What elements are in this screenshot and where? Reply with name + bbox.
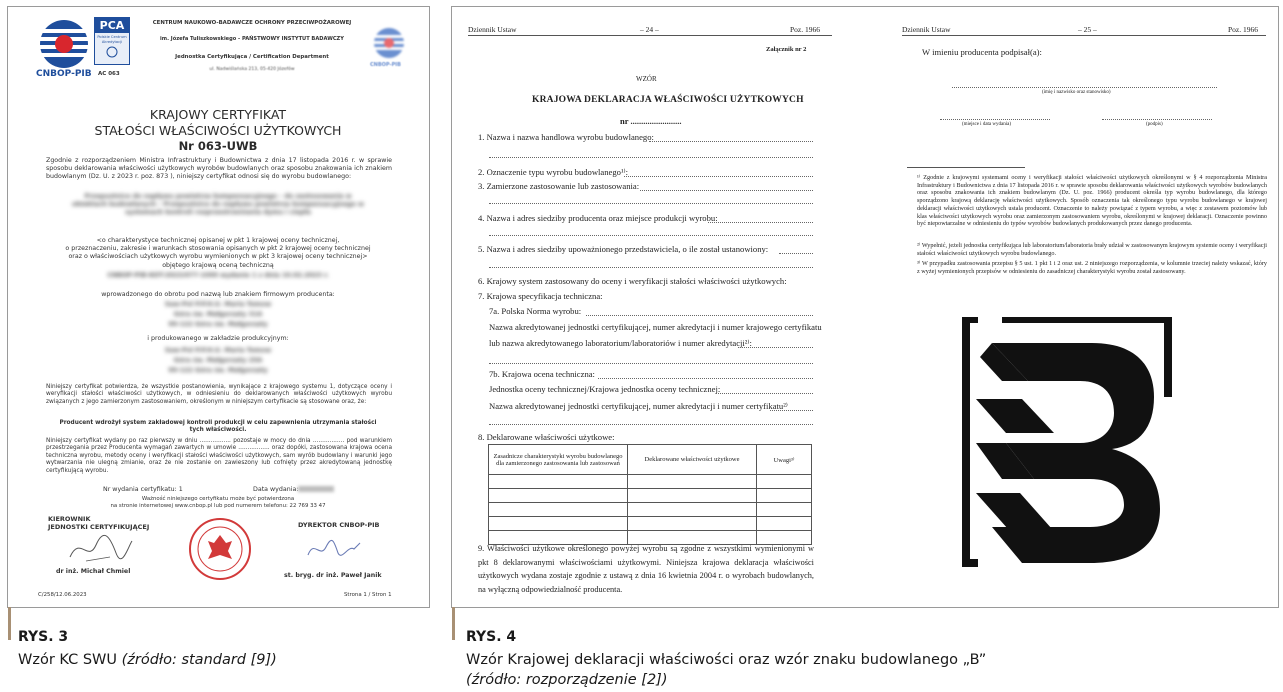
p24-item5: 5. Nazwa i adres siedziby upoważnionego przedstawiciela, o ile został ustanowiony: (478, 244, 769, 254)
fig3-label: RYS. 3 (18, 629, 69, 645)
cert-title1: KRAJOWY CERTYFIKAT (149, 107, 287, 122)
left-signature-icon (66, 527, 136, 567)
cert-validity2: na stronie internetowej www.cnbop.pl lub pod numerem telefonu: 22 769 33 47 (110, 503, 326, 509)
p24-item7: 7. Krajowa specyfikacja techniczna: (478, 291, 603, 301)
cert-kot: CNBOP-PIB-KOT-2023/077-1099 wydanie 1 z dnia 10.02.2023 r. (107, 272, 329, 279)
p24-item4-dots2 (489, 235, 813, 236)
cnbop-logo-text: CNBOP-PIB (36, 69, 92, 79)
p24-item5-dots (779, 253, 813, 254)
p25-sign-caption: (podpis) (1146, 122, 1163, 127)
table-row (489, 489, 812, 503)
p24-item7b-text2: Nazwa akredytowanej jednostki certyfikującej, numer akredytacji i numer certyfikatu²⁾ (489, 401, 788, 411)
p25-place-dots (940, 119, 1050, 120)
cert-ref-line3: oraz o właściwościach użytkowych wyrobu wymienionych w pkt 3 krajowej oceny technicznej> (68, 253, 368, 260)
cert-producer-1: Saw-Pol P.P.H.U. Maria Tomow (164, 301, 272, 308)
p24-item7b-dots2 (716, 393, 813, 394)
fig3-caption-text: Wzór KC SWU (18, 652, 117, 668)
cert-producer-3: 99-122 Góra św. Małgorzaty (168, 321, 268, 328)
cnbop-logo-small-icon (370, 25, 408, 65)
fig4-caption: Wzór Krajowej deklaracji właściwości oraz wzór znaku budowlanego „B” (466, 652, 987, 668)
cert-confirm: Niniejszy certyfikat potwierdza, że wszystkie postanowienia, wynikające z krajowego systemu 1, dotyczące oceny i weryfikacji stałości właściwości użytkowych, w odniesieniu do deklarowanych właściwości użytkowych wyrobu związanych z jego zamierzonym zastosowaniem, określonym w niniejszym certyfikacie są stosowane oraz, że: (46, 384, 392, 405)
fig4-label: RYS. 4 (466, 629, 517, 645)
p24-item7b-dots3 (770, 410, 813, 411)
p24-item7a-dots2 (738, 347, 813, 348)
p25-footnote2: ²⁾ Wypełnić, jeżeli jednostka certyfikująca lub laboratorium/laboratoria brały udział w zastosowanym krajowym systemie oceny i weryfikacji stałości właściwości użytkowych wyrobu budowlanego. (917, 242, 1267, 257)
p24-title: KRAJOWA DEKLARACJA WŁAŚCIWOŚCI UŻYTKOWYCH (532, 95, 804, 105)
p24-item3: 3. Zamierzone zastosowanie lub zastosowania: (478, 181, 640, 191)
p25-header-rule (902, 35, 1266, 36)
cert-plant-2: Góra św. Małgorzaty 25A (173, 357, 263, 364)
ac-code: AC 063 (98, 71, 120, 77)
p24-item9: 9. Właściwości użytkowe określonego powyżej wyrobu są zgodne z wszystkimi wymienionymi w pkt 8 deklarowanymi właściwościami użytkowymi. Niniejsza krajowa deklaracja właściwości użytkowych wydana zostaje zgodnie z ustawą z dnia 16 kwietnia 2004 r. o wyrobach budowlanych, na wyłączną odpowiedzialność producenta. (478, 544, 814, 594)
org-line3: Jednostka Certyfikująca / Certification Department (175, 54, 329, 60)
pca-text: PCA (95, 18, 129, 33)
cert-introduced: wprowadzonego do obrotu pod nazwą lub znakiem firmowym producenta: (101, 291, 335, 298)
p24-item7b-dots4 (489, 424, 813, 425)
org-line4: ul. Nadwiślańska 213, 05-420 Józefów (209, 67, 295, 72)
p24-item7a-text2: lub nazwa akredytowanego laboratorium/laboratoriów i numer akredytacji²⁾: (489, 338, 752, 348)
p25-header-right: Poz. 1966 (1228, 25, 1258, 34)
p24-item2-dots (624, 176, 813, 177)
left-sig-title2: JEDNOSTKI CERTYFIKUJĄCEJ (48, 523, 150, 531)
fig3-caption (18, 650, 277, 670)
p25-sign-dots (1102, 119, 1212, 120)
p24-item4: 4. Nazwa i adres siedziby producenta oraz miejsce produkcji wyrobu: (478, 213, 718, 223)
p24-item4-dots (708, 222, 813, 223)
table-row (489, 517, 812, 531)
p24-item1: 1. Nazwa i nazwa handlowa wyrobu budowlanego: (478, 132, 654, 142)
cert-footer-left: C/258/12.06.2023 (38, 592, 87, 598)
pca-logo (94, 17, 130, 65)
construction-mark-b-icon (962, 317, 1172, 567)
certificate-image (7, 6, 430, 608)
right-signature-icon (304, 535, 364, 565)
cert-ref-line2: o przeznaczeniu, zakresie i warunkach stosowania opisanych w pkt 2 krajowej oceny technicznej (65, 245, 371, 252)
cert-intro: Zgodnie z rozporządzeniem Ministra Infrastruktury i Budownictwa z dnia 17 listopada 2016 r. w sprawie sposobu deklarowania właściwości użytkowych wyrobów budowlanych oraz sposobu znakowania ich znakiem budowlanym (Dz. U. z 2023 r. poz. 873 ), niniejszy certyfikat odnosi się do wyrobu budowlanego: (46, 157, 392, 180)
cert-number: Nr 063-UWB (178, 139, 258, 153)
left-sig-name: dr inż. Michał Chmiel (56, 568, 131, 575)
pca-sub: Polskie Centrum Akredytacji (97, 35, 127, 44)
cert-title2: STAŁOŚCI WŁAŚCIWOŚCI UŻYTKOWYCH (94, 123, 342, 138)
org-line2: im. Józefa Tuliszkowskiego - PAŃSTWOWY INSTYTUT BADAWCZY (160, 36, 344, 42)
p25-signed: W imieniu producenta podpisał(a): (922, 47, 1042, 57)
p25-name-caption: (imię i nazwisko oraz stanowisko) (1042, 90, 1111, 95)
official-seal-icon (188, 517, 252, 581)
p24-item7a: 7a. Polska Norma wyrobu: (489, 306, 582, 316)
p24-item1-dots (649, 141, 813, 142)
p25-name-dots (952, 87, 1217, 88)
p24-item7b-dots (598, 378, 813, 379)
fig4-caption-bar (452, 607, 455, 640)
p24-item7a-dots3 (489, 363, 813, 364)
p24-item6: 6. Krajowy system zastosowany do oceny i weryfikacji stałości właściwości użytkowych: (478, 276, 787, 286)
cert-ref-line1: <o charakterystyce technicznej opisanej w pkt 1 krajowej oceny technicznej, (96, 237, 340, 244)
p24-item3-dots2 (489, 203, 813, 204)
declaration-image (451, 6, 1279, 608)
p25-footnote1: ¹⁾ Zgodnie z krajowymi systemami oceny i weryfikacji stałości właściwości użytkowych określonymi w § 4 rozporządzenia Ministra Infrastruktury i Budownictwa z dnia 17 listopada 2016 r. w sprawie sposobu deklarowania właściwości użytkowych wyrobów budowlanych oraz sposobu znakowania ich znakiem budowlanym (Dz. U. poz. 1966) producent określa typ wyrobu budowlanego, dla którego sporządzono krajową deklarację właściwości użytkowych. Sposób oznaczenia tak określonego typu wyrobu budowlanego w krajowej deklaracji właściwości użytkowych ustala producent. Oznaczenie to należy powiązać z typem wyrobu, a więc z zestawem poziomów lub klas właściwości użytkowych wyrobu oraz zamierzonym zastosowaniem wyrobu, określonymi w krajowej deklaracji. Oznaczenie powinno być niepowtarzalne w odniesieniu do typów wyrobów budowlanych produkowanych przez danego producenta. (917, 174, 1267, 228)
fig3-caption-bar (8, 607, 11, 640)
p24-wzor: WZÓR (636, 75, 657, 83)
cert-footer-right: Strona 1 / Stron 1 (344, 592, 392, 598)
cert-producer-2: Góra św. Małgorzaty 31A (173, 311, 263, 318)
right-sig-title: DYREKTOR CNBOP-PIB (298, 521, 380, 529)
p24-header-center: – 24 – (640, 25, 659, 34)
table-header-row (489, 445, 812, 475)
p24-item7b-text1: Jednostka oceny technicznej/Krajowa jednostka oceny technicznej: (489, 384, 721, 394)
table-row (489, 503, 812, 517)
p25-header-left: Dziennik Ustaw (902, 25, 951, 34)
p25-header-center: – 25 – (1078, 25, 1097, 34)
p24-attachment: Załącznik nr 2 (766, 46, 807, 53)
p24-header-rule (468, 35, 832, 36)
left-sig-title1: KIEROWNIK (48, 515, 91, 523)
cert-edition: Nr wydania certyfikatu: 1 (103, 486, 183, 493)
cnbop-logo-small-text: CNBOP-PIB (370, 62, 401, 68)
declared-properties-table (488, 444, 812, 545)
p24-header-left: Dziennik Ustaw (468, 25, 517, 34)
p25-place-caption: (miejsce i data wydania) (962, 122, 1012, 127)
table-header-cell: Zasadnicze charakterystyki wyrobu budowlanego dla zamierzonego zastosowania lub zastosowań (489, 445, 628, 475)
p24-item5-dots2 (489, 267, 813, 268)
fig3-source: (źródło: standard [9]) (121, 652, 277, 668)
p24-item7b: 7b. Krajowa ocena techniczna: (489, 369, 595, 379)
cert-date-value (298, 486, 334, 492)
cert-produced-in: i produkowanego w zakładzie produkcyjnym: (147, 335, 289, 342)
cert-date-label: Data wydania: (253, 486, 299, 493)
fig4-source: (źródło: rozporządzenie [2]) (466, 672, 668, 688)
table-header-cell: Uwagi³⁾ (757, 445, 812, 475)
p24-nr: nr ........................ (620, 116, 682, 126)
cert-validity: Ważność niniejszego certyfikatu może być potwierdzona (141, 496, 295, 502)
cnbop-logo-icon (36, 17, 92, 73)
cert-issued: Niniejszy certyfikat wydany po raz pierwszy w dniu ................. pozostaje w mocy do dnia ................. pod warunkiem przestrzegania przez Producenta wymagań zawartych w umowie ................. oraz dopóki, zastosowana krajowa ocena techniczna wyrobu, metody oceny i weryfikacji stałości właściwości użytkowych, sam wyrób budowlany i warunki jego wytwarzania nie ulegną zmianie, oraz że nie zostanie on zawieszony lub cofnięty przez akredytowaną jednostkę certyfikującą wyrobu. (46, 438, 392, 474)
cert-plant-1: Saw-Pol P.P.H.U. Maria Tomow (164, 347, 272, 354)
p24-item1-dots2 (489, 157, 813, 158)
p25-footnote3: ³⁾ W przypadku zastosowania przepisu § 5 ust. 1 pkt 1 i 2 oraz ust. 2 niniejszego rozporządzenia, w kolumnie trzeciej należy wskazać, który z wyżej wymienionych przepisów w odniesieniu do zasadniczej charakterystyki wyrobu został zastosowany. (917, 260, 1267, 275)
p24-item2: 2. Oznaczenie typu wyrobu budowlanego¹⁾: (478, 167, 629, 177)
p24-item7a-text1: Nazwa akredytowanej jednostki certyfikującej, numer akredytacji i numer krajowego certyfikatu (489, 322, 822, 332)
org-line1: CENTRUM NAUKOWO-BADAWCZE OCHRONY PRZECIWPOŻAROWEJ (152, 20, 352, 26)
p25-footnote-rule (907, 167, 1025, 168)
cert-ref-line4: objętego krajową oceną techniczną (162, 262, 274, 269)
p24-item8: 8. Deklarowane właściwości użytkowe: (478, 432, 615, 442)
right-sig-name: st. bryg. dr inż. Paweł Janik (284, 572, 382, 579)
cert-bold-statement: Producent wdrożył system zakładowej kontroli produkcji w celu zapewnienia utrzymania stałości tych właściwości. (59, 420, 377, 434)
fig4-source-line (466, 670, 668, 690)
p24-item7a-dots (586, 315, 813, 316)
table-row (489, 475, 812, 489)
cert-product: Przepustnice do napływu powietrza kompensacyjnego – do zastosowania w obiektach budowlanych – Przepustnice do napływu powietrza kompensacyjnego w systemach kontroli rozprzestrzeniania dymu i ciepła (72, 193, 364, 216)
cert-plant-3: 99-122 Góra św. Małgorzaty (168, 367, 268, 374)
p24-item3-dots (640, 190, 813, 191)
p24-header-right: Poz. 1966 (790, 25, 820, 34)
pca-stars-icon (95, 45, 129, 59)
table-header-cell: Deklarowane właściwości użytkowe (628, 445, 757, 475)
